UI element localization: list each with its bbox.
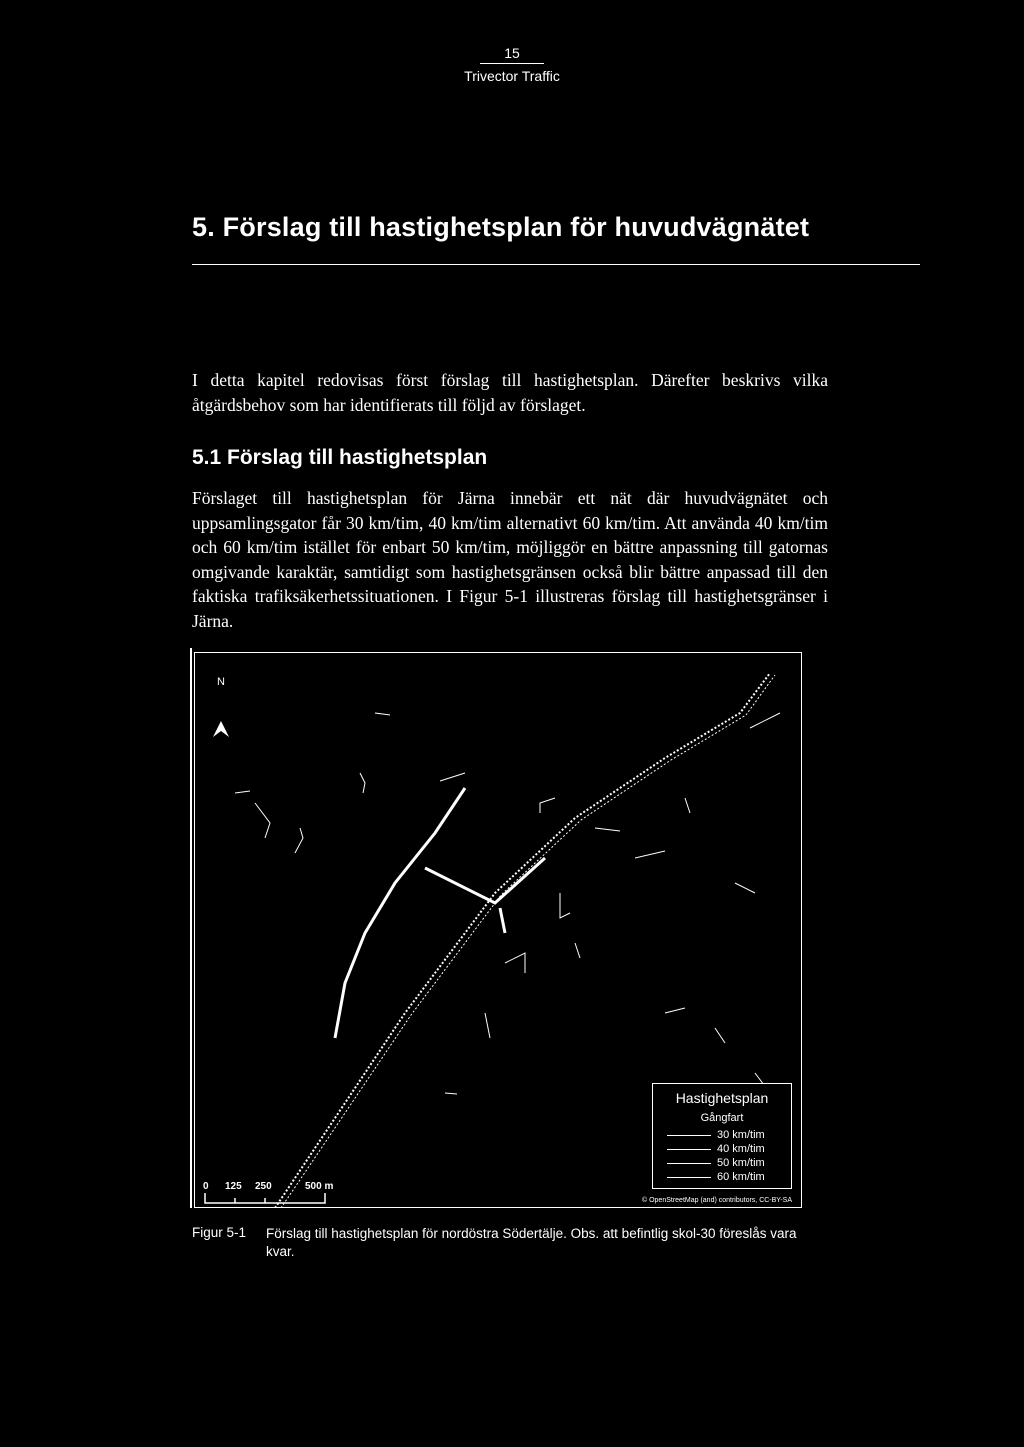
road-fragment xyxy=(295,828,303,853)
road-fragment xyxy=(635,851,665,858)
scale-label-0: 0 xyxy=(203,1181,209,1192)
chapter-title: 5. Förslag till hastighetsplan för huvudvägnätet xyxy=(192,212,810,242)
north-label: N xyxy=(217,676,225,688)
road-fragment xyxy=(595,828,620,831)
scale-label-500: 500 m xyxy=(305,1181,334,1192)
legend-item: 60 km/tim xyxy=(667,1170,765,1184)
legend-item: 40 km/tim xyxy=(667,1142,765,1156)
page-number: 15 xyxy=(480,45,544,64)
section-title: 5.1 Förslag till hastighetsplan xyxy=(192,446,488,469)
road-fragment xyxy=(445,1093,457,1094)
road-fragment xyxy=(560,893,570,918)
margin-bar xyxy=(190,648,192,1208)
section-body: Förslaget till hastighetsplan för Järna innebär ett nät där huvudvägnätet och uppsamlingsgator får 30 km/tim, 40 km/tim alternativt 60 km/tim. Att använda 40 km/tim och 60 km/tim istället för enbart 50 km/tim, möjliggör en bättre anpassning till gatornas omgivande karaktär, samtidigt som hastighetsgränsen också blir bättre anpassad till den faktiska trafiksäkerhetssituationen. I Figur 5-1 illustreras förslag till hastighetsgränser i Järna. xyxy=(192,488,828,631)
road-fragment xyxy=(575,943,580,958)
map-attribution: © OpenStreetMap (and) contributors, CC-BY-SA xyxy=(641,1197,793,1204)
road-fragment xyxy=(485,1013,490,1038)
road-fragment xyxy=(255,803,270,838)
scale-label-250: 250 xyxy=(255,1181,272,1192)
scale-bar xyxy=(205,1193,325,1203)
main-road xyxy=(335,788,465,1038)
road-fragment xyxy=(360,773,365,793)
legend-walking-speed: Gångfart xyxy=(700,1112,744,1124)
road-fragment xyxy=(685,798,690,813)
map-legend xyxy=(652,1083,792,1189)
road-fragment xyxy=(235,791,250,793)
road-fragment xyxy=(440,773,465,781)
legend-title: Hastighetsplan xyxy=(675,1090,769,1106)
header-organization: Trivector Traffic xyxy=(464,68,560,84)
intro-paragraph: I detta kapitel redovisas först förslag till hastighetsplan. Därefter beskrivs vilka åtgärdsbehov som har identifierats till följd av förslaget. xyxy=(192,370,828,415)
road-fragment xyxy=(715,1028,725,1043)
figure-label: Figur 5-1 xyxy=(192,1225,247,1240)
road-stub xyxy=(500,908,505,933)
road-fragment xyxy=(750,713,780,728)
road-fragment xyxy=(665,1008,685,1013)
legend-item: 30 km/tim xyxy=(667,1128,765,1142)
chapter-rule xyxy=(192,264,920,265)
road-fragment xyxy=(505,953,525,973)
legend-item: 50 km/tim xyxy=(667,1156,765,1170)
north-arrow-icon xyxy=(213,721,229,737)
scale-label-125: 125 xyxy=(225,1181,242,1192)
road-fragment xyxy=(735,883,755,893)
road-junction xyxy=(425,858,545,903)
figure-caption: Förslag till hastighetsplan för nordöstra Södertälje. Obs. att befintlig skol-30 föreslås vara kvar. xyxy=(266,1226,797,1259)
road-fragment xyxy=(375,713,390,715)
road-fragment xyxy=(540,798,555,813)
